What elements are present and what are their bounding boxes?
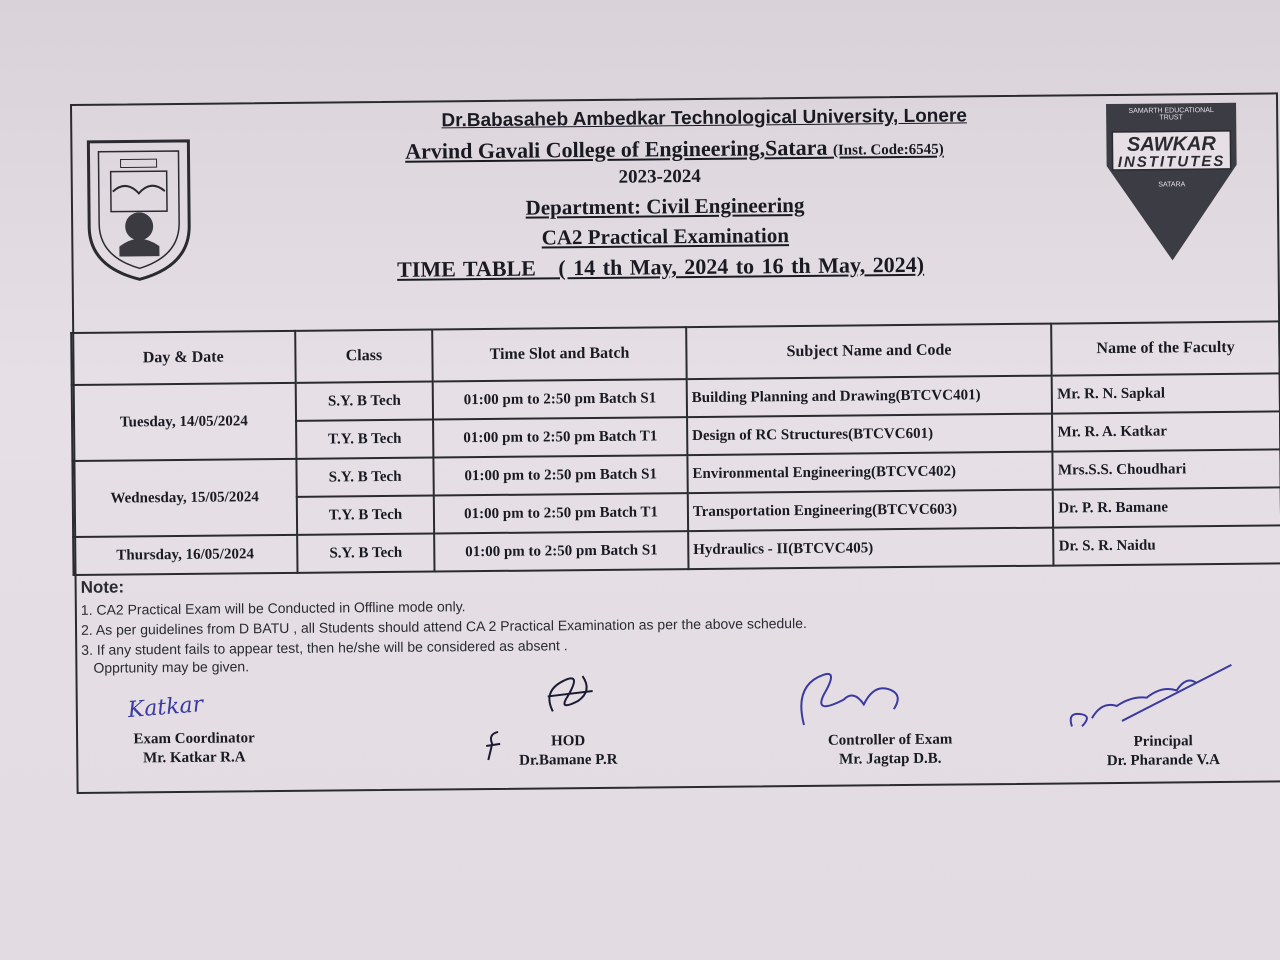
faculty-cell: Mr. R. A. Katkar <box>1052 411 1280 451</box>
day-date-cell: Wednesday, 15/05/2024 <box>72 459 296 537</box>
signature-principal <box>1078 733 1248 771</box>
class-cell: S.Y. B Tech <box>297 534 435 573</box>
note-item: 2. As per guidelines from D BATU , all Students should attend CA 2 Practical Examination as per the above schedule. <box>80 614 807 638</box>
signature-name: Dr.Bamane P.R <box>518 751 618 769</box>
note-item: 1. CA2 Practical Exam will be Conducted in Offline mode only. <box>80 598 466 618</box>
department-title: Department: Civil Engineering <box>525 192 805 220</box>
subject-cell: Hydraulics - II(BTCVC405) <box>688 528 1054 570</box>
day-date-cell: Thursday, 16/05/2024 <box>73 535 297 575</box>
sawkar-bottom-text: SATARA <box>1158 181 1186 189</box>
class-cell: T.Y. B Tech <box>296 496 434 535</box>
faculty-cell: Dr. S. R. Naidu <box>1053 525 1280 565</box>
subject-cell: Transportation Engineering(BTCVC603) <box>688 490 1054 532</box>
institute-code: (Inst. Code:6545) <box>832 141 944 159</box>
hod-signature-scribble <box>532 661 603 722</box>
column-header: Subject Name and Code <box>686 324 1052 380</box>
signature-controller-of-exam <box>790 731 990 769</box>
signature-role: Exam Coordinator <box>133 730 255 748</box>
class-cell: S.Y. B Tech <box>295 382 433 421</box>
column-header: Time Slot and Batch <box>433 327 687 381</box>
signature-name: Mr. Katkar R.A <box>142 749 246 767</box>
slot-cell: 01:00 pm to 2:50 pm Batch S1 <box>435 531 689 571</box>
faculty-cell: Dr. P. R. Bamane <box>1053 487 1280 527</box>
sawkar-top-text: SAMARTH EDUCATIONAL TRUST <box>1128 107 1214 122</box>
notes-title: Note: <box>80 577 125 597</box>
subject-cell: Environmental Engineering(BTCVC402) <box>687 452 1053 494</box>
note-item: 3. If any student fails to appear test, then he/she will be considered as absent . <box>81 637 568 658</box>
column-header: Name of the Faculty <box>1052 321 1280 375</box>
timetable-title: TIME TABLE ( 14 th May, 2024 to 16 th May, 2024) <box>397 251 925 282</box>
signature-role: Principal <box>1133 733 1193 750</box>
faculty-cell: Mr. R. N. Sapkal <box>1052 373 1280 413</box>
sawkar-name: SAWKAR <box>1126 133 1216 156</box>
sawkar-subname: INSTITUTES <box>1117 152 1226 171</box>
timetable-sheet <box>70 92 1280 794</box>
signature-role: HOD <box>550 733 586 750</box>
document-header <box>72 94 1278 332</box>
slot-cell: 01:00 pm to 2:50 pm Batch S1 <box>434 455 688 495</box>
note-continuation: Opprtunity may be given. <box>93 658 250 676</box>
subject-cell: Design of RC Structures(BTCVC601) <box>687 414 1053 456</box>
signature-role: Controller of Exam <box>827 731 953 749</box>
slot-cell: 01:00 pm to 2:50 pm Batch T1 <box>434 493 688 533</box>
university-name: Dr.Babasaheb Ambedkar Technological University, Lonere <box>441 105 967 132</box>
college-name: Arvind Gavali College of Engineering,Satara <box>405 134 828 164</box>
signature-exam-coordinator <box>104 730 284 768</box>
signature-hod <box>478 732 658 770</box>
timetable-table <box>70 320 1280 576</box>
signature-name: Dr. Pharande V.A <box>1106 751 1220 770</box>
principal-signature-scribble <box>1061 655 1242 737</box>
notes-section <box>81 571 808 676</box>
day-date-cell: Tuesday, 14/05/2024 <box>72 383 296 461</box>
faculty-cell: Mrs.S.S. Choudhari <box>1053 449 1280 489</box>
subject-cell: Building Planning and Drawing(BTCVC401) <box>687 376 1053 418</box>
exam-title: CA2 Practical Examination <box>541 223 790 250</box>
column-header: Class <box>295 330 433 383</box>
class-cell: S.Y. B Tech <box>296 458 434 497</box>
controller-signature-scribble <box>793 664 914 735</box>
signature-name: Mr. Jagtap D.B. <box>839 750 942 768</box>
katkar-signature: Katkar <box>126 692 205 724</box>
slot-cell: 01:00 pm to 2:50 pm Batch S1 <box>433 379 687 419</box>
class-cell: T.Y. B Tech <box>296 420 434 459</box>
slot-cell: 01:00 pm to 2:50 pm Batch T1 <box>433 417 687 457</box>
column-header: Day & Date <box>71 331 295 385</box>
academic-year: 2023-2024 <box>618 165 701 188</box>
